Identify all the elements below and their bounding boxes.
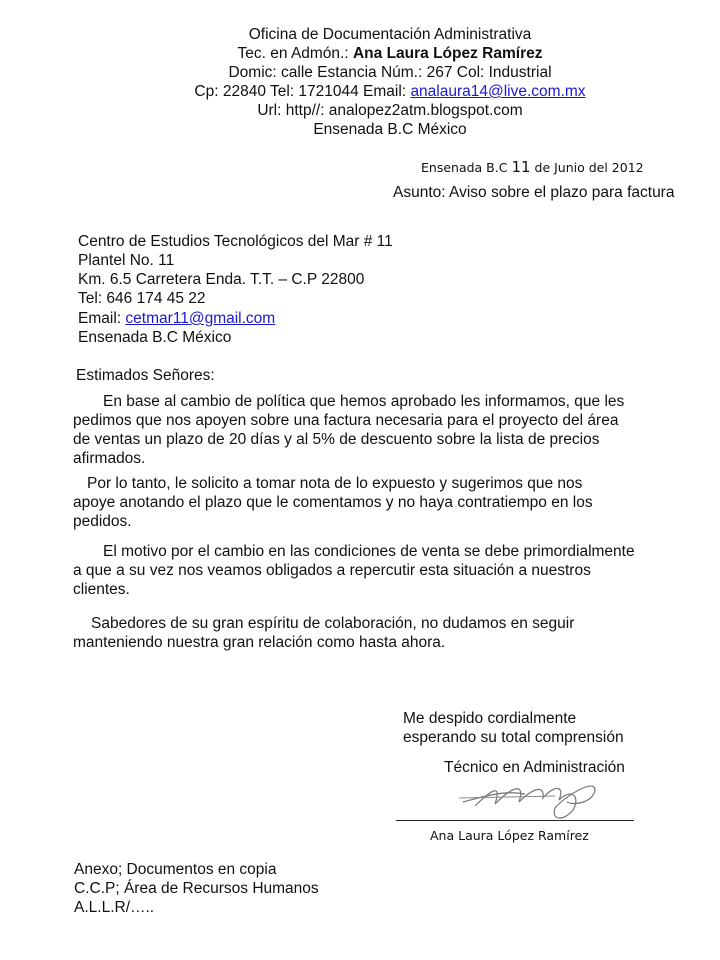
recipient-city: Ensenada B.C México bbox=[78, 329, 232, 346]
contact-line bbox=[90, 82, 690, 101]
initials-line: A.L.L.R/….. bbox=[74, 899, 155, 916]
date-day: 11 bbox=[511, 158, 531, 176]
signer-title: Técnico en Administración bbox=[444, 759, 625, 776]
recipient-email-link[interactable]: cetmar11@gmail.com bbox=[125, 310, 276, 327]
closing-line-1: Me despido cordialmente bbox=[403, 710, 577, 727]
paragraph-3 bbox=[73, 542, 635, 599]
recipient-tel: Tel: 646 174 45 22 bbox=[78, 290, 206, 307]
closing-line-2: esperando su total comprensión bbox=[403, 729, 624, 746]
recipient-address: Km. 6.5 Carretera Enda. T.T. – C.P 22800 bbox=[78, 271, 365, 288]
office-name: Oficina de Documentación Administrativa bbox=[248, 26, 532, 43]
paragraph-line: En base al cambio de política que hemos aprobado les informamos, que les bbox=[103, 393, 625, 410]
date-suffix: de Junio del 2012 bbox=[534, 160, 644, 175]
contact-prefix: Cp: 22840 Tel: 1721044 Email: bbox=[194, 83, 407, 100]
paragraph-line: manteniendo nuestra gran relación como hasta ahora. bbox=[73, 634, 446, 651]
annex-line: Anexo; Documentos en copia bbox=[74, 861, 277, 878]
technician-label: Tec. en Admón.: bbox=[237, 45, 349, 62]
paragraph-line: Sabedores de su gran espíritu de colaboración, no dudamos en seguir bbox=[91, 615, 575, 632]
city-line: Ensenada B.C México bbox=[313, 121, 467, 138]
paragraph-line: clientes. bbox=[73, 581, 130, 598]
sender-email-link[interactable]: analaura14@live.com.mx bbox=[410, 83, 586, 100]
paragraph-line: afirmados. bbox=[73, 450, 146, 467]
address-line: Domic: calle Estancia Núm.: 267 Col: Industrial bbox=[228, 64, 552, 81]
signature-line bbox=[396, 820, 634, 821]
recipient-email-label: Email: bbox=[78, 310, 122, 327]
date-prefix: Ensenada B.C bbox=[421, 160, 508, 175]
paragraph-line: pedidos. bbox=[73, 513, 132, 530]
paragraph-line: Por lo tanto, le solicito a tomar nota de lo expuesto y sugerimos que nos bbox=[87, 475, 583, 492]
paragraph-line: a que a su vez nos veamos obligados a repercutir esta situación a nuestros bbox=[73, 562, 591, 579]
paragraph-line: El motivo por el cambio en las condiciones de venta se debe primordialmente bbox=[103, 543, 635, 560]
paragraph-line: pedimos que nos apoyen sobre una factura necesaria para el proyecto del área bbox=[73, 412, 619, 429]
paragraph-2 bbox=[73, 474, 593, 531]
paragraph-1 bbox=[73, 392, 624, 468]
technician-name: Ana Laura López Ramírez bbox=[352, 45, 543, 62]
recipient-plantel: Plantel No. 11 bbox=[78, 252, 175, 269]
subject-line: Asunto: Aviso sobre el plazo para factura bbox=[393, 184, 675, 201]
greeting: Estimados Señores: bbox=[76, 367, 215, 384]
date-line bbox=[421, 158, 644, 177]
paragraph-4 bbox=[73, 614, 574, 652]
technician-line bbox=[90, 44, 690, 63]
recipient-email-line bbox=[78, 309, 275, 328]
url-line: Url: http//: analopez2atm.blogspot.com bbox=[257, 102, 523, 119]
signer-name: Ana Laura López Ramírez bbox=[430, 828, 589, 843]
paragraph-line: apoye anotando el plazo que le comentamos y no haya contratiempo en los bbox=[73, 494, 593, 511]
paragraph-line: de ventas un plazo de 20 días y al 5% de descuento sobre la lista de precios bbox=[73, 431, 600, 448]
signature-image bbox=[455, 776, 605, 824]
ccp-line: C.C.P; Área de Recursos Humanos bbox=[74, 880, 319, 897]
recipient-name: Centro de Estudios Tecnológicos del Mar # 11 bbox=[78, 233, 393, 250]
